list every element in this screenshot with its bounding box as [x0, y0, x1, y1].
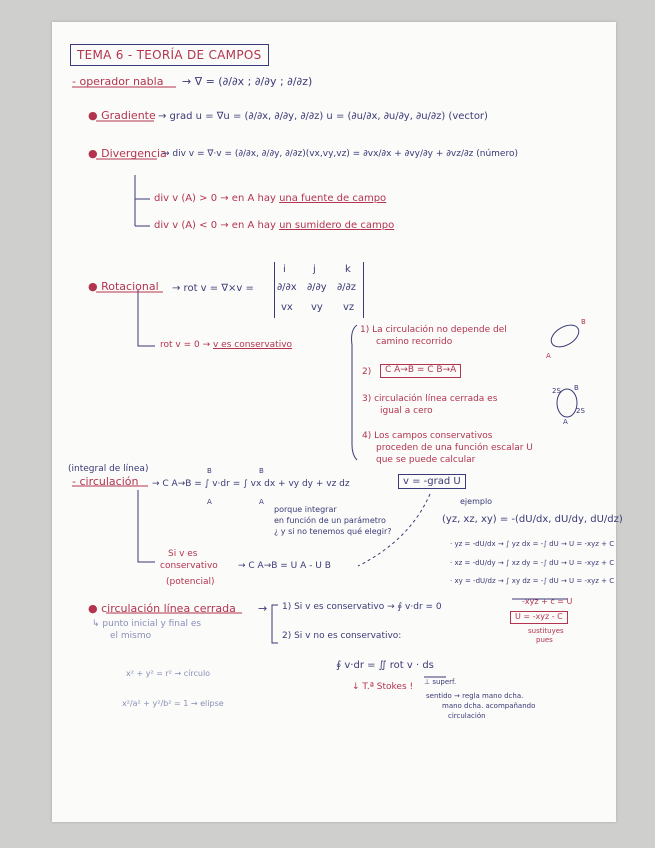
div-neg-case: [154, 220, 394, 231]
circ-label: - circulación: [72, 475, 139, 488]
mat-j: j: [313, 264, 316, 275]
potential-formula: v = -grad U: [403, 476, 461, 487]
div-neg-result: un sumidero de campo: [279, 220, 395, 231]
nabla-label: - operador nabla: [72, 75, 164, 88]
sketch-c: A: [563, 418, 568, 426]
mat-vz: vz: [343, 302, 355, 313]
stokes-formula: ∮ v·dr = ∬ rot v · ds: [336, 660, 434, 671]
elipse-eq: x²/a² + y²/b² = 1 → elipse: [122, 699, 224, 708]
prop-4c: que se puede calcular: [376, 455, 476, 465]
punto-a: ↳ punto inicial y final es: [92, 619, 202, 629]
ejemplo-l3: · xz = -dU/dy → ∫ xz dy = -∫ dU → U = -xyz + C: [450, 559, 615, 567]
ejemplo-note-b: pues: [536, 636, 553, 644]
punto-b: el mismo: [110, 631, 152, 641]
sentido-b: mano dcha. acompañando: [442, 702, 536, 710]
div-pos-case: [154, 193, 386, 204]
ejemplo-note-a: sustituyes: [528, 627, 564, 635]
stokes-under: ⊥ superf.: [424, 678, 457, 686]
sketch-b: B: [581, 318, 586, 326]
cerrada-arrow: →: [258, 602, 268, 615]
div-neg-text: div v (A) < 0 → en A hay: [154, 220, 276, 231]
circ-cons-b: conservativo: [160, 561, 218, 571]
page-title: TEMA 6 - TEORÍA DE CAMPOS: [70, 44, 269, 66]
ejemplo-l1: (yz, xz, xy) = -(dU/dx, dU/dy, dU/dz): [442, 514, 623, 525]
potential-box: [398, 474, 466, 489]
prop-4a: 4) Los campos conservativos: [362, 431, 493, 441]
ejemplo-l5: -xyz + c = U: [522, 597, 573, 606]
lim-b-bottom: A: [259, 498, 264, 506]
circ-note2b: en función de un parámetro: [274, 516, 386, 525]
div-pos-result: una fuente de campo: [279, 193, 387, 204]
rotacional-formula: → rot v = ∇×v =: [172, 283, 254, 294]
lim-a-top: B: [207, 467, 212, 475]
cerrada-label: ● circulación línea cerrada: [88, 602, 236, 615]
rot-matrix: [274, 262, 364, 318]
prop-4b: proceden de una función escalar U: [376, 443, 533, 453]
cerrada-c1: 1) Si v es conservativo → ∮ v·dr = 0: [282, 602, 442, 612]
circ-potencial: (potencial): [166, 577, 215, 587]
mat-vy: vy: [311, 302, 323, 313]
sentido-c: circulación: [448, 712, 486, 720]
mat-vx: vx: [281, 302, 293, 313]
mat-k: k: [345, 264, 351, 275]
mat-i: i: [283, 264, 286, 275]
sketch-e: 2S: [552, 387, 561, 395]
circ-note2a: porque integrar: [274, 505, 337, 514]
circ-note2c: ¿ y si no tenemos qué elegir?: [274, 527, 392, 536]
mat-dz: ∂/∂z: [337, 282, 356, 293]
rot-zero: rot v = 0 →: [160, 340, 213, 350]
sketch-a: A: [546, 352, 551, 360]
prop-3b: igual a cero: [380, 406, 433, 416]
rot-conservative-text: v es conservativo: [212, 340, 293, 350]
circ-eq: x² + y² = r² → círculo: [126, 669, 211, 678]
ejemplo-l4: · xy = -dU/dz → ∫ xy dz = -∫ dU → U = -xyz + C: [450, 577, 615, 585]
divergencia-label: ● Divergencia: [88, 147, 167, 160]
sentido-a: sentido → regla mano dcha.: [426, 692, 524, 700]
circ-formula: → C A→B = ∫ v·dr = ∫ vx dx + vy dy + vz dz: [152, 479, 350, 489]
circ-cons-c: → C A→B = U A - U B: [238, 561, 331, 571]
nabla-formula: → ∇ = (∂/∂x ; ∂/∂y ; ∂/∂z): [182, 75, 313, 88]
div-pos-text: div v (A) > 0 → en A hay: [154, 193, 276, 204]
mat-dy: ∂/∂y: [307, 282, 327, 293]
mat-dx: ∂/∂x: [277, 282, 297, 293]
divergencia-formula: → div v = ∇·v = (∂/∂x, ∂/∂y, ∂/∂z)(vx,vy,vz) = ∂vx/∂x + ∂vy/∂y + ∂vz/∂z (número): [162, 149, 518, 159]
ejemplo-l2: · yz = -dU/dx → ∫ yz dx = -∫ dU → U = -xyz + C: [450, 540, 615, 548]
prop-2-box: C A→B = C B→A: [380, 364, 461, 378]
circ-note: (integral de línea): [68, 464, 149, 474]
prop-1b: camino recorrido: [376, 337, 453, 347]
gradiente-formula: → grad u = ∇u = (∂/∂x, ∂/∂y, ∂/∂z) u = (∂u/∂x, ∂u/∂y, ∂u/∂z) (vector): [158, 111, 488, 122]
stokes-label: ↓ T.ª Stokes !: [352, 682, 414, 692]
lim-a-bottom: A: [207, 498, 212, 506]
sketch-d: B: [574, 384, 579, 392]
ejemplo-label: ejemplo: [460, 497, 493, 506]
cerrada-c2: 2) Si v no es conservativo:: [282, 631, 402, 641]
prop-3a: 3) circulación línea cerrada es: [362, 394, 498, 404]
prop-2: 2): [362, 367, 372, 377]
ejemplo-result: U = -xyz - C: [510, 611, 568, 624]
sketch-f: 2S: [576, 407, 585, 415]
prop-1a: 1) La circulación no depende del: [360, 325, 507, 335]
circ-cons-a: Si v es: [168, 549, 198, 559]
rot-conservative: [160, 341, 292, 351]
lim-b-top: B: [259, 467, 264, 475]
rotacional-label: ● Rotacional: [88, 280, 159, 293]
gradiente-label: ● Gradiente: [88, 109, 156, 122]
